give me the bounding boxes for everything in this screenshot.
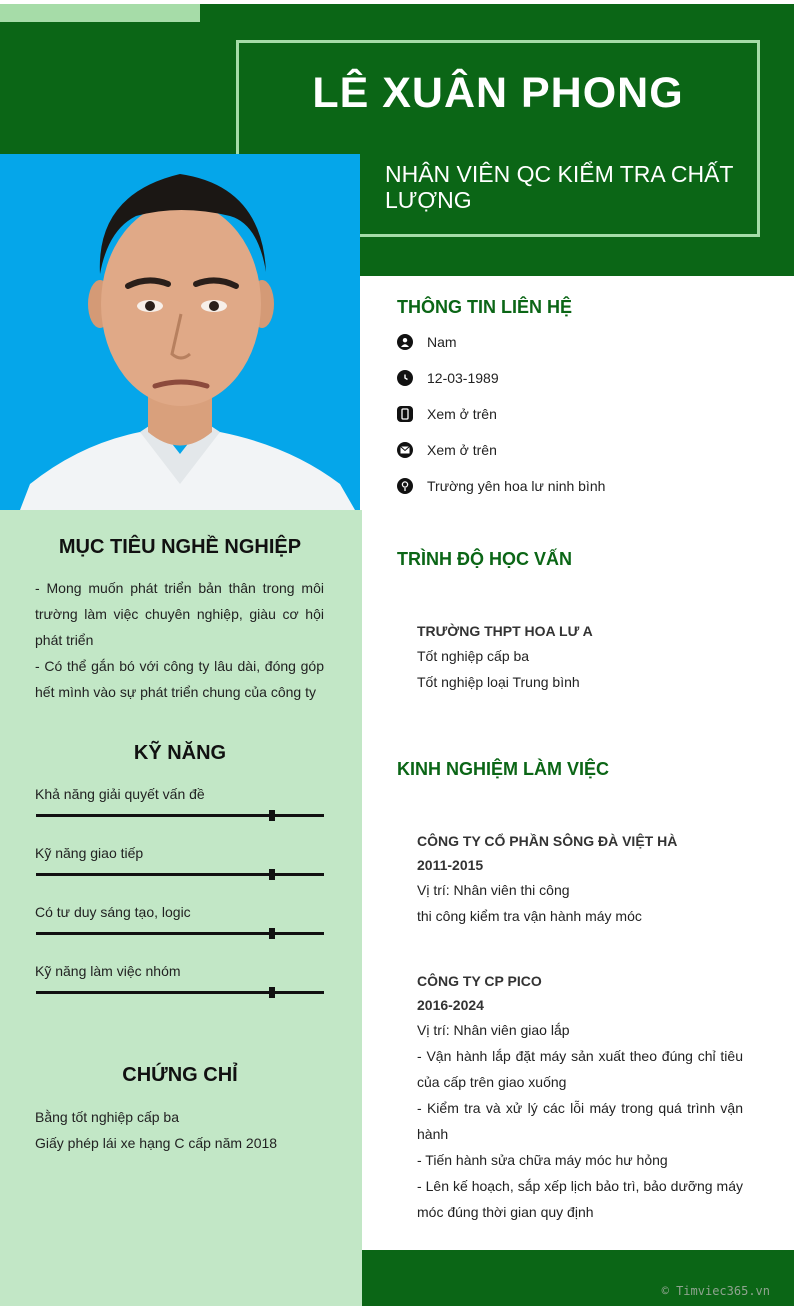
contact-phone-text: Xem ở trên	[427, 406, 497, 422]
clock-icon	[397, 370, 413, 386]
contact-heading: THÔNG TIN LIÊN HỆ	[397, 297, 572, 317]
job-company: CÔNG TY CP PICO	[417, 973, 542, 989]
job-description: - Tiến hành sửa chữa máy móc hư hỏng	[417, 1152, 668, 1168]
job-company: CÔNG TY CỔ PHẦN SÔNG ĐÀ VIỆT HÀ	[417, 833, 678, 849]
skill-bar	[36, 814, 324, 817]
contact-email	[397, 440, 497, 460]
skill-level-marker	[269, 869, 275, 880]
job-description: - Lên kế hoạch, sắp xếp lịch bảo trì, bảo dưỡng máy móc đúng thời gian quy định	[417, 1178, 743, 1220]
contact-phone	[397, 404, 497, 424]
skill-level-marker	[269, 810, 275, 821]
person-icon	[397, 334, 413, 350]
certificate-item: Bằng tốt nghiệp cấp ba	[35, 1109, 180, 1125]
skill-level-marker	[269, 928, 275, 939]
skill-level-marker	[269, 987, 275, 998]
skill-bar	[36, 932, 324, 935]
skill-bar	[36, 991, 324, 994]
job-description: - Vận hành lắp đặt máy sản xuất theo đúng chỉ tiêu của cấp trên giao xuống	[417, 1048, 743, 1090]
job-position: Vị trí: Nhân viên giao lắp	[417, 1022, 570, 1038]
skill-label: Khả năng giải quyết vấn đề	[35, 786, 205, 802]
education-school: TRƯỜNG THPT HOA LƯ A	[417, 623, 593, 639]
contact-gender	[397, 332, 457, 352]
job-description: thi công kiểm tra vận hành máy móc	[417, 908, 642, 924]
contact-birthday	[397, 368, 499, 388]
contact-gender-text: Nam	[427, 334, 457, 350]
skill-label: Kỹ năng làm việc nhóm	[35, 963, 181, 979]
objective-heading: MỤC TIÊU NGHỀ NGHIỆP	[58, 536, 302, 558]
skill-bar	[36, 873, 324, 876]
objective-text-1: - Mong muốn phát triển bản thân trong môi trường làm việc chuyên nghiệp, giàu cơ hội phát triển	[35, 580, 324, 648]
skill-label: Kỹ năng giao tiếp	[35, 845, 144, 861]
candidate-name: LÊ XUÂN PHONG	[312, 69, 684, 117]
certificate-item: Giấy phép lái xe hạng C cấp năm 2018	[35, 1135, 278, 1151]
copyright-text: © Timviec365.vn	[661, 1284, 770, 1298]
contact-address-text: Trường yên hoa lư ninh bình	[427, 478, 606, 494]
job-period: 2011-2015	[417, 857, 484, 873]
location-icon	[397, 478, 413, 494]
skills-heading: KỸ NĂNG	[133, 742, 227, 764]
phone-icon	[397, 406, 413, 422]
education-heading: TRÌNH ĐỘ HỌC VẤN	[397, 549, 572, 569]
contact-address	[397, 476, 605, 496]
education-line: Tốt nghiệp loại Trung bình	[417, 674, 580, 690]
education-line: Tốt nghiệp cấp ba	[417, 648, 530, 664]
certificates-heading: CHỨNG CHỈ	[122, 1064, 238, 1086]
objective-text-2: - Có thể gắn bó với công ty lâu dài, đóng góp hết mình vào sự phát triển chung của công ty	[35, 658, 324, 700]
skill-label: Có tư duy sáng tạo, logic	[35, 904, 191, 920]
profile-photo	[0, 154, 360, 510]
header-accent-strip	[0, 4, 200, 22]
job-description: - Kiểm tra và xử lý các lỗi máy trong quá trình vận hành	[417, 1100, 743, 1142]
job-period: 2016-2024	[417, 997, 484, 1013]
job-title: NHÂN VIÊN QC KIỂM TRA CHẤT LƯỢNG	[385, 161, 734, 213]
portrait-illustration	[0, 154, 360, 510]
experience-heading: KINH NGHIỆM LÀM VIỆC	[397, 759, 610, 779]
email-icon	[397, 442, 413, 458]
contact-email-text: Xem ở trên	[427, 442, 497, 458]
contact-birthday-text: 12-03-1989	[427, 370, 499, 386]
job-position: Vị trí: Nhân viên thi công	[417, 882, 570, 898]
